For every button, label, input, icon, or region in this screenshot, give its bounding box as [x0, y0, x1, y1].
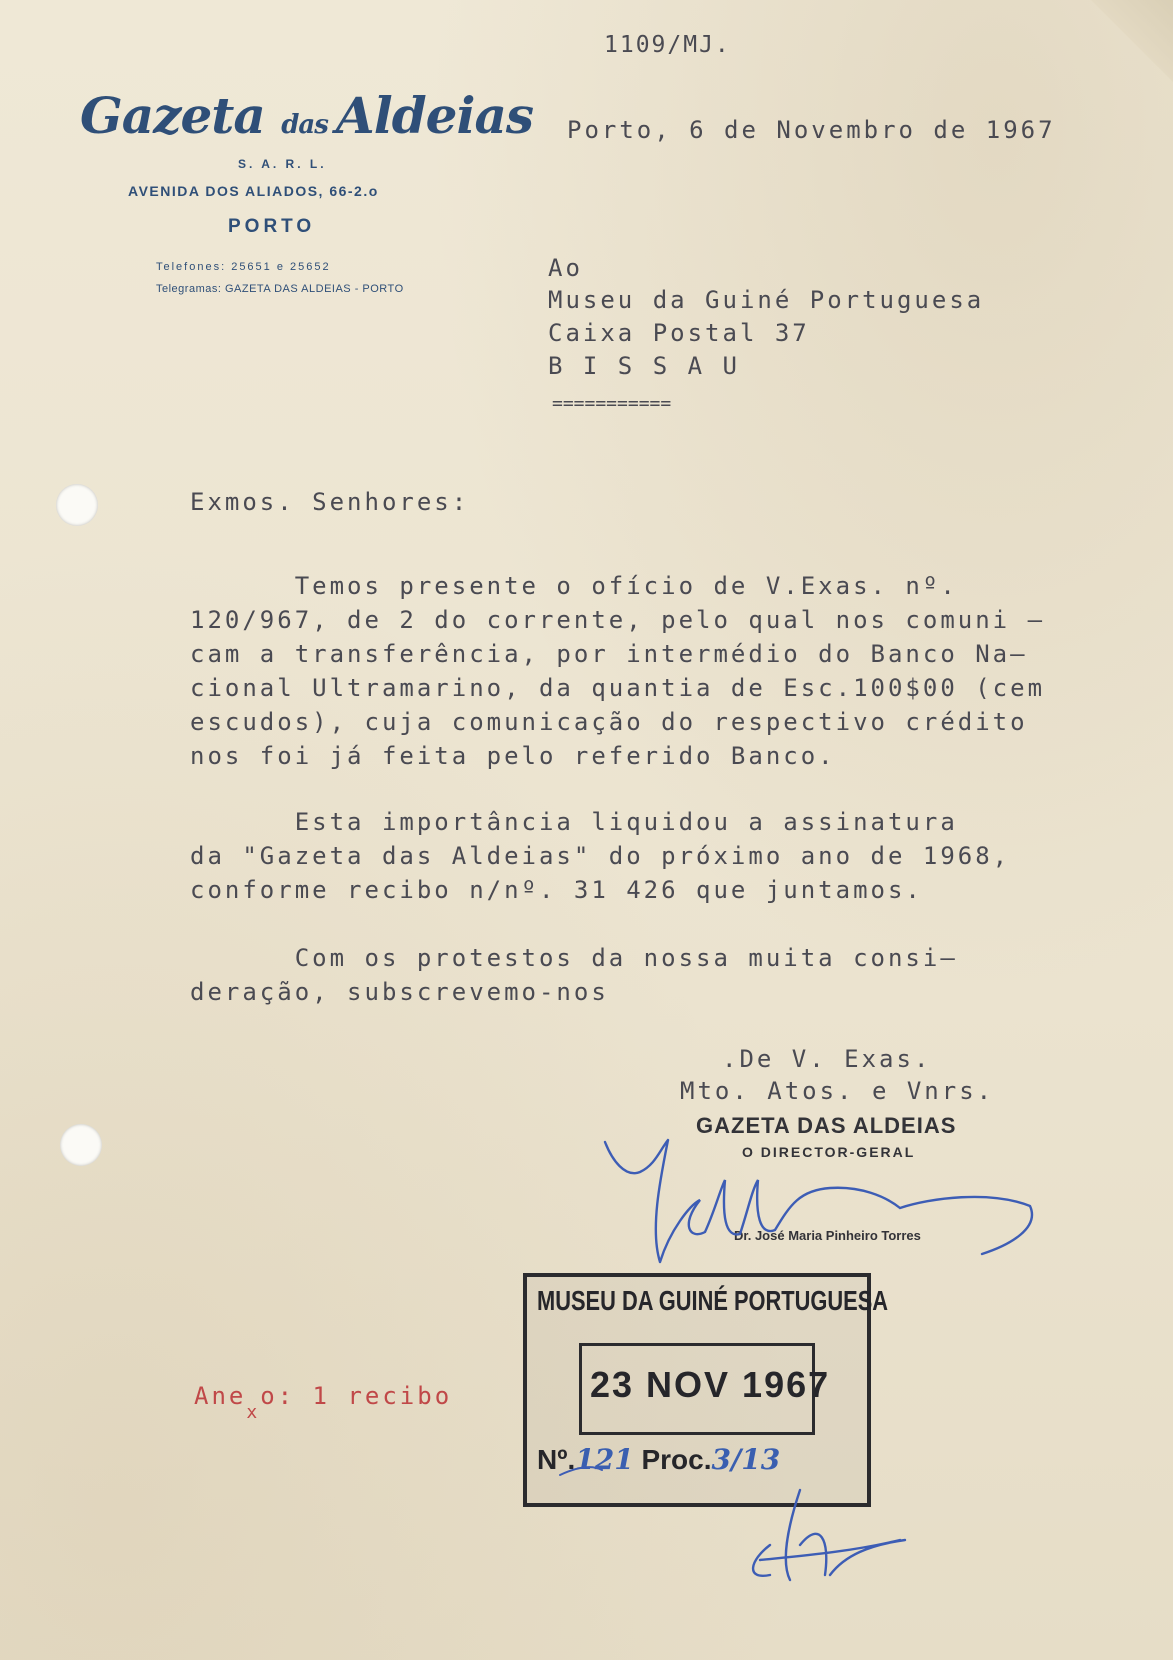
title-small: das [281, 110, 336, 140]
body-line: cam a transferência, por intermédio do Banco Na— [190, 640, 1028, 668]
date-line: Porto, 6 de Novembro de 1967 [567, 116, 1056, 144]
salutation: Exmos. Senhores: [190, 488, 470, 516]
closing-line-1: .De V. Exas. [722, 1045, 932, 1073]
annex-inserted-letter: x [246, 1402, 261, 1423]
body-line: cional Ultramarino, da quantia de Esc.100$00 (cem [190, 674, 1046, 702]
body-line: nos foi já feita pelo referido Banco. [190, 742, 836, 770]
title-part-1: Gazeta [80, 86, 282, 145]
signature-organization: GAZETA DAS ALDEIAS [696, 1113, 957, 1138]
signature-role: O DIRECTOR-GERAL [742, 1144, 916, 1160]
body-line: Temos presente o ofício de V.Exas. nº. [190, 572, 958, 600]
letterhead-address: AVENIDA DOS ALIADOS, 66-2.o [128, 183, 379, 199]
title-part-2: Aldeias [335, 86, 534, 145]
recipient-line-2: Museu da Guiné Portuguesa [548, 286, 985, 314]
recipient-line-4: B I S S A U [548, 352, 740, 380]
body-line: da "Gazeta das Aldeias" do próximo ano de 1968, [190, 842, 1011, 870]
stamp-sign-scribble [560, 1467, 602, 1475]
director-signature [605, 1140, 1032, 1262]
reference-number: 1109/MJ. [604, 32, 731, 58]
stamp-process-value: 3/13 [711, 1443, 781, 1476]
letterhead-telegrams: Telegramas: GAZETA DAS ALDEIAS - PORTO [156, 283, 404, 295]
annex-text-2: o: 1 recibo [260, 1382, 453, 1410]
stamp-process-label: Proc. [641, 1444, 712, 1475]
recipient-underline: =========== [552, 393, 672, 414]
recipient-line-3: Caixa Postal 37 [548, 319, 810, 347]
body-line: 120/967, de 2 do corrente, pelo qual nos comuni — [190, 606, 1046, 634]
stamp-number-value: 121 [575, 1443, 634, 1476]
signatory-name: Dr. José Maria Pinheiro Torres [734, 1228, 921, 1243]
stamp-institution: MUSEU DA GUINÉ PORTUGUESA [537, 1285, 889, 1316]
body-line: Esta importância liquidou a assinatura [190, 808, 958, 836]
annex-text-1: Ane [194, 1382, 247, 1410]
stamp-number-label: Nº. [537, 1444, 576, 1475]
stamp-initials [753, 1490, 905, 1580]
recipient-line-1: Ao [548, 254, 583, 282]
body-line: escudos), cuja comunicação do respectivo crédito [190, 708, 1028, 736]
body-line: Com os protestos da nossa muita consi— [190, 944, 958, 972]
company-type: S. A. R. L. [238, 157, 327, 171]
letterhead-phones: Telefones: 25651 e 25652 [156, 261, 331, 273]
body-line: deração, subscrevemo-nos [190, 978, 609, 1006]
body-line: conforme recibo n/nº. 31 426 que juntamos. [190, 876, 923, 904]
letterhead-city: PORTO [228, 216, 316, 237]
closing-line-2: Mto. Atos. e Vnrs. [680, 1077, 995, 1105]
stamp-date: 23 NOV 1967 [590, 1364, 831, 1405]
